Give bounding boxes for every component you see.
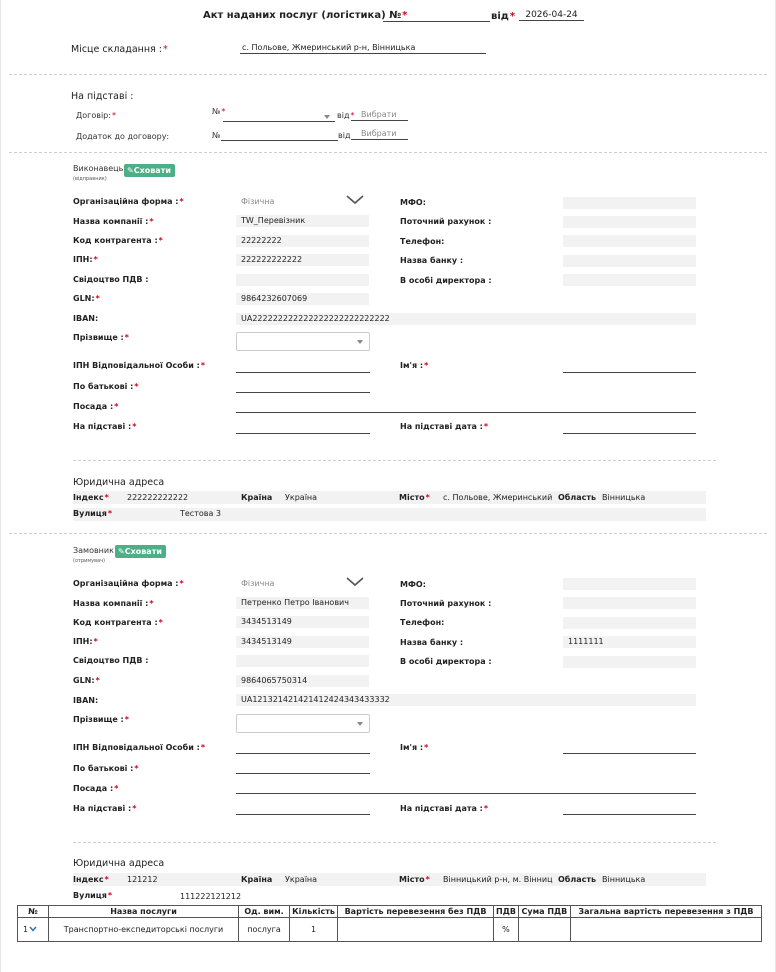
executor-title: Виконавець <box>73 164 124 173</box>
pencil-icon: ✎ <box>118 547 125 556</box>
col-header-qty: Кількість <box>290 906 338 918</box>
patronymic-input[interactable] <box>236 382 370 393</box>
divider <box>73 460 716 461</box>
org-form-select[interactable]: Фізична <box>241 197 275 206</box>
patronymic-label: По батькові :* <box>73 764 139 773</box>
code-field[interactable]: 22222222 <box>236 235 369 247</box>
basis-date-label: На підставі дата :* <box>400 422 489 431</box>
divider <box>9 152 767 153</box>
vat-field[interactable] <box>236 274 369 286</box>
contract-no-label: №* <box>212 107 226 116</box>
mfo-field[interactable] <box>563 578 696 590</box>
services-table <box>17 905 762 942</box>
street-label: Вулиця* <box>73 509 113 518</box>
vat-sum-cell[interactable] <box>518 918 570 942</box>
city-label: Місто* <box>399 493 430 502</box>
country-label: Країна <box>241 493 273 502</box>
ipn-field[interactable]: 3434513149 <box>236 636 369 648</box>
service-name-cell[interactable]: Транспортно-експедиторські послуги <box>49 918 239 942</box>
table-header-row <box>18 906 762 918</box>
place-label: Місце складання :* <box>71 44 168 55</box>
mfo-label: МФО: <box>400 580 426 589</box>
col-header-cost: Вартість перевезення без ПДВ <box>338 906 494 918</box>
account-field[interactable] <box>563 597 696 609</box>
contract-date-label: від* <box>337 111 355 120</box>
director-field[interactable] <box>563 656 696 668</box>
street-row <box>73 508 706 521</box>
surname-label: Прізвище :* <box>73 715 129 724</box>
contract-select[interactable] <box>223 111 335 122</box>
table-row <box>18 918 762 942</box>
position-input[interactable] <box>236 783 696 794</box>
phone-field[interactable] <box>563 235 696 247</box>
chevron-down-icon <box>357 340 363 344</box>
col-header-no: № <box>18 906 49 918</box>
divider <box>73 842 716 843</box>
addendum-no-label: № <box>212 131 221 140</box>
executor-hide-button[interactable]: ✎Сховати <box>124 164 175 177</box>
country-field[interactable]: Україна <box>285 493 318 502</box>
name-label: Ім'я :* <box>400 743 429 752</box>
surname-label: Прізвище :* <box>73 333 129 342</box>
company-label: Назва компанії :* <box>73 599 154 608</box>
iban-field[interactable]: UA121321421421412424343433332 <box>236 694 696 706</box>
city-field[interactable]: с. Польове, Жмеринський <box>443 493 553 502</box>
chevron-down-icon <box>357 722 363 726</box>
phone-label: Телефон: <box>400 237 445 246</box>
bank-label: Назва банку : <box>400 638 464 647</box>
region-field[interactable]: Вінницька <box>602 875 646 884</box>
resp-ipn-label: ІПН Відповідальної Особи :* <box>73 361 206 370</box>
director-label: В особі директора : <box>400 657 492 666</box>
phone-label: Телефон: <box>400 618 445 627</box>
col-header-total: Загальна вартість перевезення з ПДВ <box>570 906 761 918</box>
surname-select[interactable] <box>236 332 370 351</box>
resp-ipn-input[interactable] <box>236 362 370 373</box>
row-number-cell[interactable]: 1 <box>18 918 49 942</box>
resp-ipn-input[interactable] <box>236 743 370 754</box>
bank-label: Назва банку : <box>400 256 464 265</box>
customer-hide-button[interactable]: ✎Сховати <box>115 545 166 558</box>
street-label: Вулиця* <box>73 891 113 900</box>
mfo-label: МФО: <box>400 198 426 207</box>
basis-input[interactable] <box>236 804 370 815</box>
total-cell[interactable] <box>570 918 761 942</box>
index-field[interactable]: 222222222222 <box>127 493 189 502</box>
org-form-select[interactable]: Фізична <box>241 579 275 588</box>
city-field[interactable]: Вінницький р-н, м. Вінниц <box>443 875 553 884</box>
name-input[interactable] <box>563 743 696 754</box>
address-title: Юридична адреса <box>73 858 165 869</box>
bank-field[interactable] <box>563 255 696 267</box>
index-label: Індекс* <box>73 493 109 502</box>
street-field[interactable]: 111222121212 <box>180 892 242 901</box>
vat-label: Свідоцтво ПДВ : <box>73 275 149 284</box>
director-label: В особі директора : <box>400 276 492 285</box>
phone-field[interactable] <box>563 617 696 629</box>
ipn-field[interactable]: 222222222222 <box>236 254 369 266</box>
gln-field[interactable]: 9864232607069 <box>236 293 369 305</box>
basis-title: На підставі : <box>71 91 134 102</box>
name-input[interactable] <box>563 362 696 373</box>
doc-date-input[interactable]: 2026-04-24 <box>519 10 584 21</box>
chevron-down-icon <box>324 115 330 119</box>
chevron-down-icon[interactable] <box>29 926 37 932</box>
country-label: Країна <box>241 875 273 884</box>
chevron-down-icon[interactable] <box>346 195 364 205</box>
region-label: Область <box>558 875 597 884</box>
unit-cell[interactable]: послуга <box>239 918 290 942</box>
col-header-name: Назва послуги <box>49 906 239 918</box>
qty-cell[interactable]: 1 <box>290 918 338 942</box>
col-header-unit: Од. вим. <box>239 906 290 918</box>
patronymic-label: По батькові :* <box>73 382 139 391</box>
addendum-date-label: від <box>338 131 351 140</box>
contract-label: Договір:* <box>76 111 116 120</box>
city-label: Місто* <box>399 875 430 884</box>
iban-label: IBAN: <box>73 314 99 323</box>
iban-field[interactable]: UA222222222222222222222222222 <box>236 313 696 325</box>
basis-label: На підставі :* <box>73 422 137 431</box>
doc-date-label: від* <box>491 11 516 22</box>
vat-label: Свідоцтво ПДВ : <box>73 656 149 665</box>
pencil-icon: ✎ <box>127 166 134 175</box>
divider <box>9 74 767 75</box>
region-label: Область <box>558 493 597 502</box>
divider <box>9 533 767 534</box>
contract-date-input[interactable]: Вибрати <box>351 110 408 121</box>
company-label: Назва компанії :* <box>73 217 154 226</box>
basis-label: На підставі :* <box>73 804 137 813</box>
doc-title-text: Акт наданих послуг (логістика) № <box>203 10 402 21</box>
street-field[interactable]: Тестова 3 <box>180 509 222 518</box>
col-header-vat-sum: Сума ПДВ <box>518 906 570 918</box>
ipn-label: ІПН:* <box>73 255 98 264</box>
account-field[interactable] <box>563 216 696 228</box>
gln-label: GLN:* <box>73 676 100 685</box>
ipn-label: ІПН:* <box>73 637 98 646</box>
cost-cell[interactable] <box>338 918 494 942</box>
vat-field[interactable] <box>236 655 369 667</box>
account-label: Поточний рахунок : <box>400 217 492 226</box>
surname-select[interactable] <box>236 714 370 733</box>
basis-date-label: На підставі дата :* <box>400 804 489 813</box>
name-label: Ім'я :* <box>400 361 429 370</box>
region-field[interactable]: Вінницька <box>602 493 646 502</box>
company-field[interactable]: Петренко Петро Іванович <box>236 597 369 609</box>
country-field[interactable]: Україна <box>285 875 318 884</box>
basis-input[interactable] <box>236 423 370 434</box>
company-field[interactable]: TW_Перевізник <box>236 215 369 227</box>
code-field[interactable]: 3434513149 <box>236 616 369 628</box>
customer-subtitle: (отримувач) <box>73 558 105 564</box>
position-label: Посада :* <box>73 402 119 411</box>
code-label: Код контрагента :* <box>73 236 163 245</box>
gln-field[interactable]: 9864065750314 <box>236 675 369 687</box>
place-input[interactable]: с. Польове, Жмеринський р-н, Вінницька <box>240 43 486 54</box>
basis-date-input[interactable] <box>563 804 696 815</box>
col-header-vat: ПДВ <box>494 906 519 918</box>
doc-title: Акт наданих послуг (логістика) №* <box>203 10 408 21</box>
basis-date-input[interactable] <box>563 423 696 434</box>
customer-title: Замовник <box>73 546 114 555</box>
addendum-label: Додаток до договору: <box>76 132 170 141</box>
doc-number-input[interactable] <box>383 11 490 22</box>
address-title: Юридична адреса <box>73 477 165 488</box>
org-form-label: Організаційна форма :* <box>73 197 184 206</box>
vat-cell[interactable]: % <box>494 918 519 942</box>
account-label: Поточний рахунок : <box>400 599 492 608</box>
mfo-field[interactable] <box>563 197 696 209</box>
index-label: Індекс* <box>73 875 109 884</box>
addendum-date-input[interactable]: Вибрати <box>351 129 408 140</box>
addendum-no-input[interactable] <box>221 130 338 141</box>
resp-ipn-label: ІПН Відповідальної Особи :* <box>73 743 206 752</box>
gln-label: GLN:* <box>73 294 100 303</box>
patronymic-input[interactable] <box>236 763 370 774</box>
index-field[interactable]: 121212 <box>127 875 158 884</box>
code-label: Код контрагента :* <box>73 618 163 627</box>
org-form-label: Організаційна форма :* <box>73 579 184 588</box>
position-input[interactable] <box>236 402 696 413</box>
director-field[interactable] <box>563 274 696 286</box>
iban-label: IBAN: <box>73 696 99 705</box>
executor-subtitle: (відправник) <box>73 176 107 182</box>
position-label: Посада :* <box>73 784 119 793</box>
chevron-down-icon[interactable] <box>346 577 364 587</box>
bank-field[interactable]: 1111111 <box>563 636 696 648</box>
